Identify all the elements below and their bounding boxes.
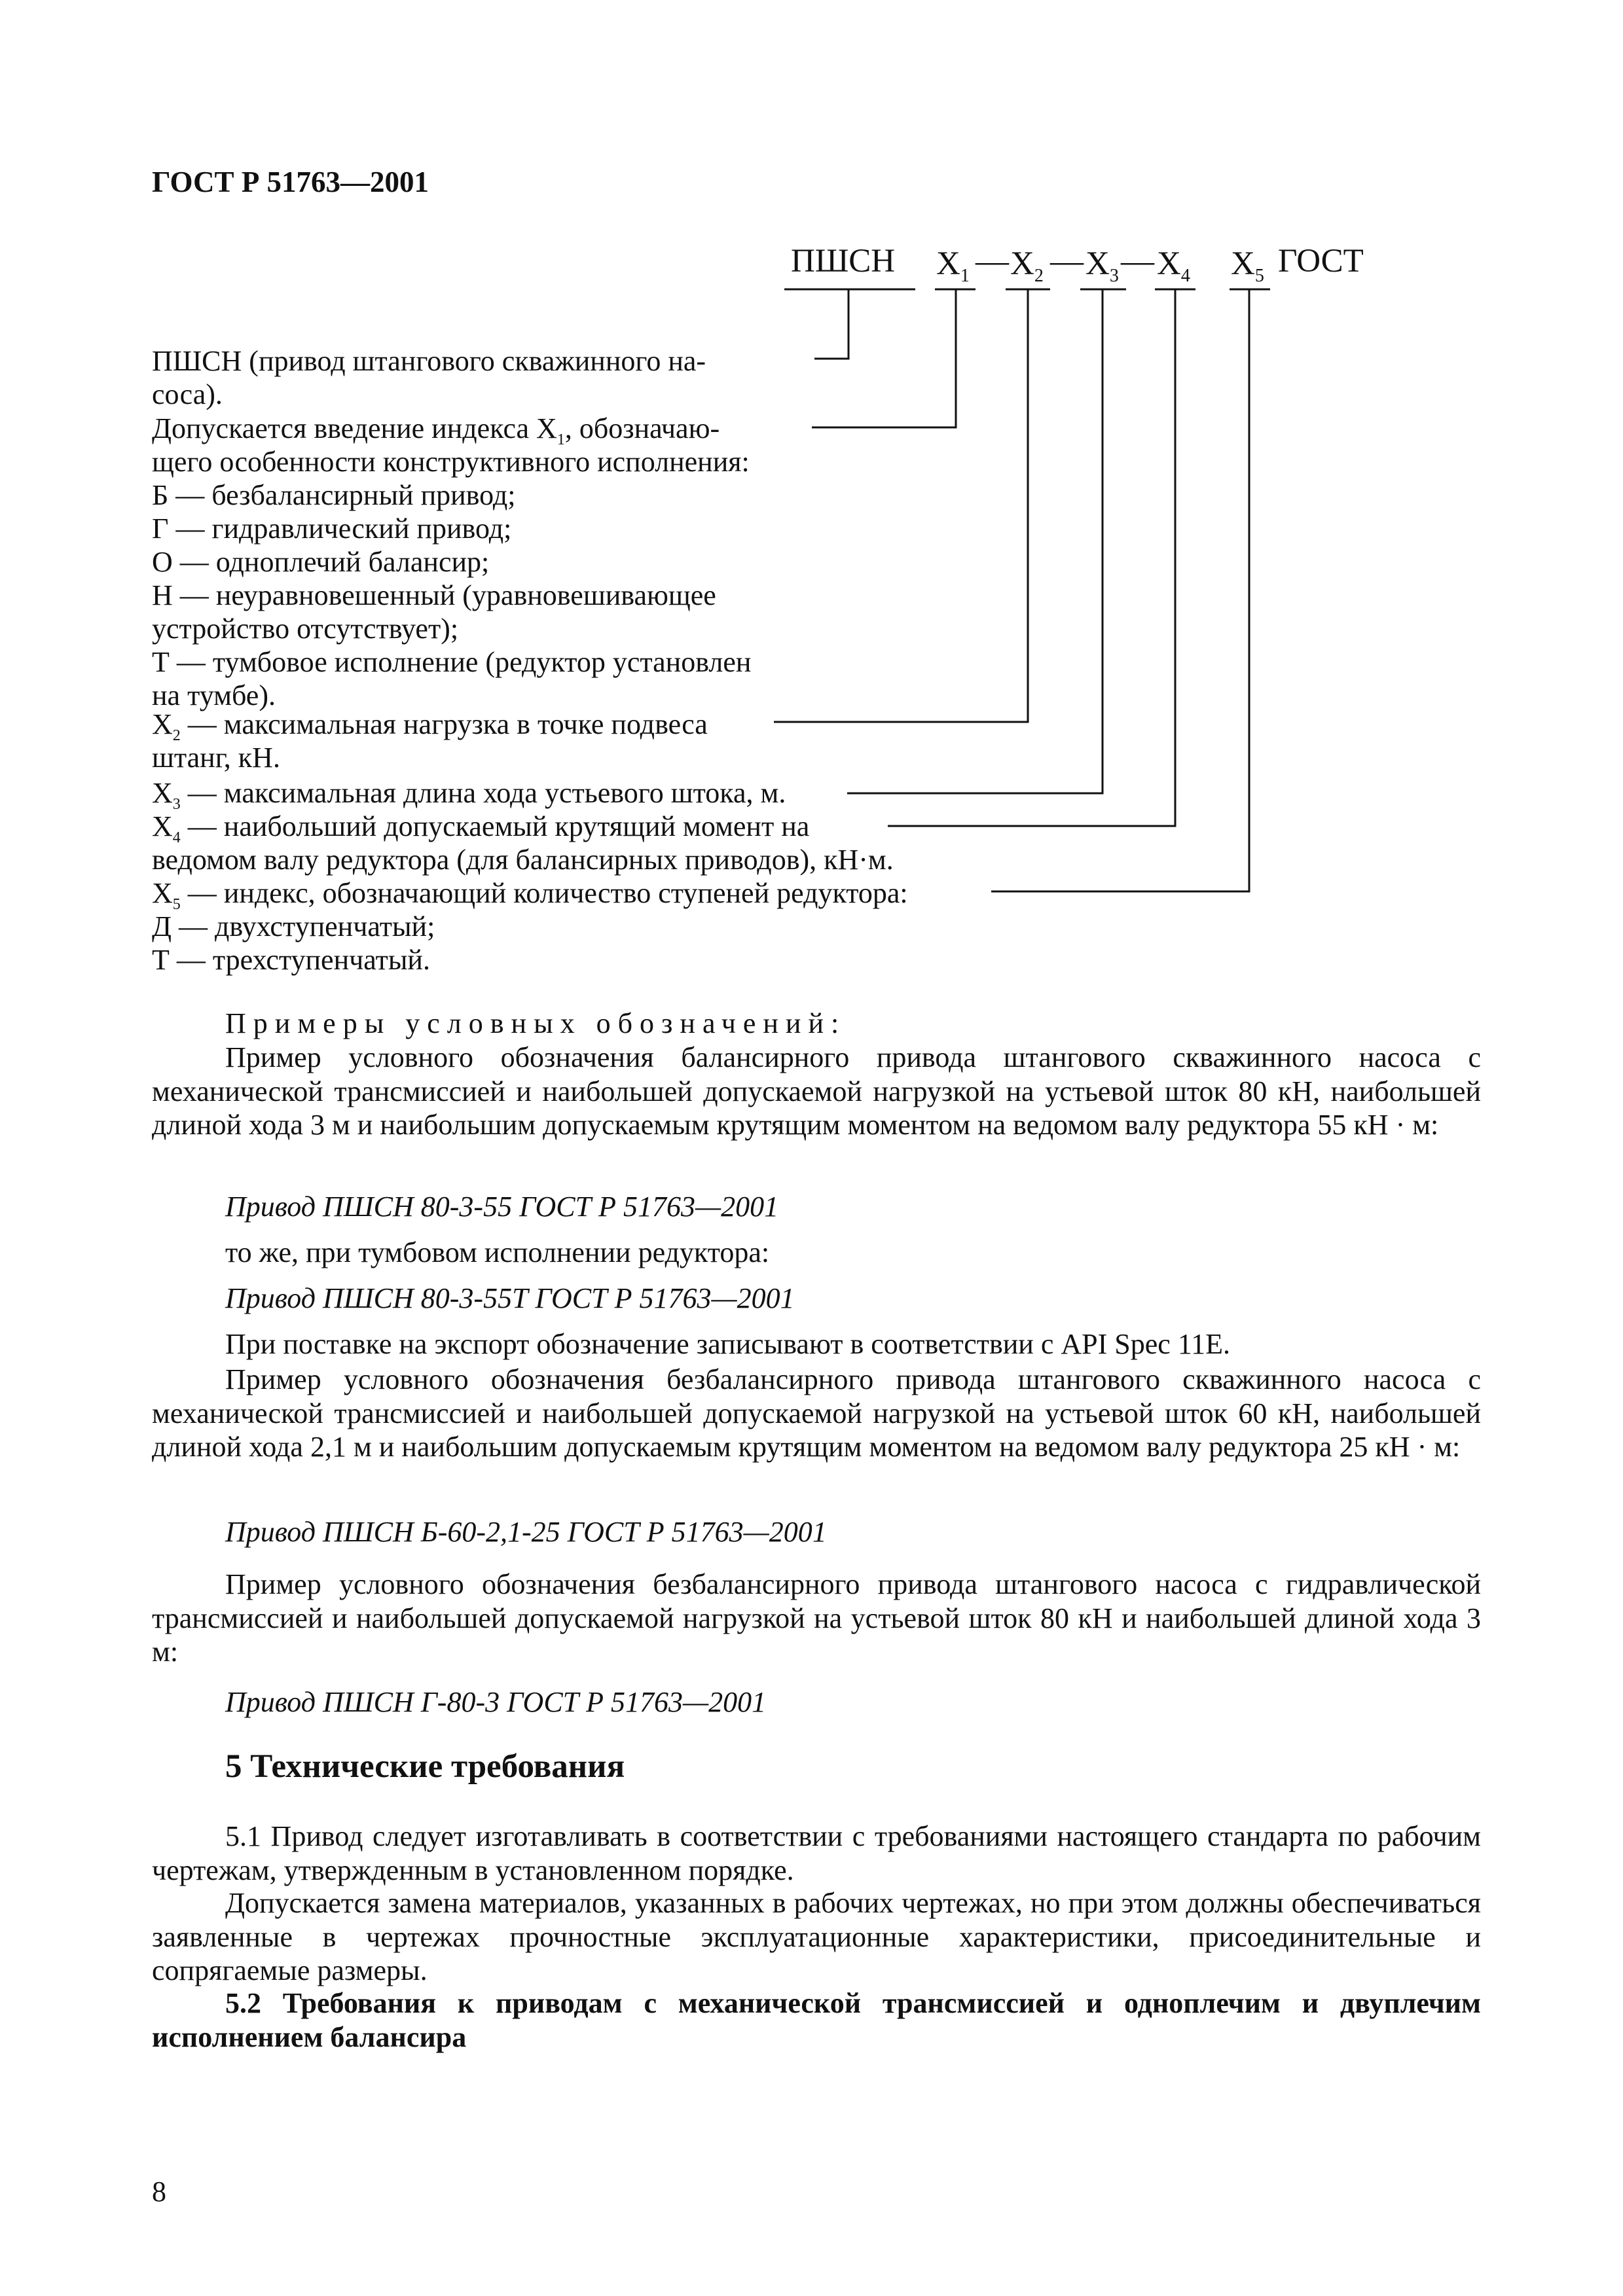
section-paragraph: Допускается замена материалов, указанных в рабочих чертежах, но при этом должны обеспечиваться заявленные в чертежах прочностные эксплуатационные характеристики, присоединительные и сопрягаемые размеры. bbox=[152, 1887, 1481, 1986]
example-paragraph: При поставке на экспорт обозначение записывают в соответствии с API Spec 11E. bbox=[225, 1328, 1231, 1360]
code-dash-1: — bbox=[976, 243, 1009, 279]
legend-line: соса). bbox=[152, 378, 223, 410]
example-paragraph: Пример условного обозначения балансирного привода штангового скважинного насоса с механической трансмиссией и наибольшей допускаемой нагрузкой на устьевой шток 80 кН, наибольшей длиной хода 3 м и наибольшим допускаемым крутящим моментом на ведомом валу редуктора 55 кН · м: bbox=[152, 1041, 1481, 1141]
legend-line: ведомом валу редуктора (для балансирных приводов), кН·м. bbox=[152, 844, 894, 876]
example-designation: Привод ПШСН Г-80-3 ГОСТ Р 51763—2001 bbox=[225, 1686, 767, 1718]
document-header: ГОСТ Р 51763—2001 bbox=[152, 166, 429, 198]
legend-line: $X_2$ — максимальная нагрузка в точке подвеса bbox=[152, 708, 708, 744]
legend-line: штанг, кН. bbox=[152, 742, 280, 774]
code-x2: $X_2$ bbox=[1010, 245, 1044, 287]
legend-line: $X_3$ — максимальная длина хода устьевого штока, м. bbox=[152, 777, 786, 813]
section-paragraph: 5.1 Привод следует изготавливать в соответствии с требованиями настоящего стандарта по рабочим чертежам, утвержденным в установленном порядке. bbox=[152, 1820, 1481, 1886]
code-x1: $X_1$ bbox=[936, 245, 970, 287]
examples-heading: Примеры условных обозначений: bbox=[225, 1007, 847, 1039]
legend-line: Б — безбалансирный привод; bbox=[152, 479, 516, 511]
example-paragraph: то же, при тумбовом исполнении редуктора: bbox=[225, 1236, 770, 1268]
legend-line: О — одноплечий балансир; bbox=[152, 546, 490, 578]
code-x4: $X_4$ bbox=[1157, 245, 1190, 287]
legend-line: $X_4$ — наибольший допускаемый крутящий момент на bbox=[152, 810, 810, 846]
legend-line: $X_5$ — индекс, обозначающий количество ступеней редуктора: bbox=[152, 877, 908, 913]
legend-line: Т — трехступенчатый. bbox=[152, 944, 430, 976]
legend-line: Допускается введение индекса $X_1$, обозначаю- bbox=[152, 412, 720, 448]
subsection-title: 5.2 Требования к приводам с механической трансмиссией и одноплечим и двуплечим исполнением балансира bbox=[152, 1987, 1481, 2053]
code-suffix: ГОСТ bbox=[1278, 243, 1364, 279]
legend-line: на тумбе). bbox=[152, 679, 276, 711]
code-x3: $X_3$ bbox=[1085, 245, 1119, 287]
example-designation: Привод ПШСН 80-3-55Т ГОСТ Р 51763—2001 bbox=[225, 1282, 795, 1314]
example-paragraph: Пример условного обозначения безбалансирного привода штангового скважинного насоса с механической трансмиссией и наибольшей допускаемой нагрузкой на устьевой шток 60 кН, наибольшей длиной хода 2,1 м и наибольшим допускаемым крутящим моментом на ведомом валу редуктора 25 кН · м: bbox=[152, 1363, 1481, 1463]
section-title: 5 Технические требования bbox=[225, 1748, 625, 1785]
legend-line: ПШСН (привод штангового скважинного на- bbox=[152, 345, 706, 377]
code-dash-2: — bbox=[1050, 243, 1084, 279]
example-paragraph: Пример условного обозначения безбалансирного привода штангового насоса с гидравлической трансмиссией и наибольшей допускаемой нагрузкой на устьевой шток 80 кН и наибольшей длиной хода 3 м: bbox=[152, 1568, 1481, 1668]
code-prefix: ПШСН bbox=[791, 243, 896, 279]
legend-line: Т — тумбовое исполнение (редуктор установлен bbox=[152, 646, 752, 678]
legend-line: Д — двухступенчатый; bbox=[152, 910, 435, 942]
example-designation: Привод ПШСН Б-60-2,1-25 ГОСТ Р 51763—2001 bbox=[225, 1516, 827, 1548]
code-dash-3: — bbox=[1121, 243, 1154, 279]
example-designation: Привод ПШСН 80-3-55 ГОСТ Р 51763—2001 bbox=[225, 1191, 779, 1223]
designation-scheme bbox=[0, 0, 1623, 982]
code-x5: $X_5$ bbox=[1231, 245, 1264, 287]
legend-line: Г — гидравлический привод; bbox=[152, 512, 512, 545]
legend-line: устройство отсутствует); bbox=[152, 613, 459, 645]
legend-line: щего особенности конструктивного исполнения: bbox=[152, 446, 750, 478]
legend-line: Н — неуравновешенный (уравновешивающее bbox=[152, 579, 716, 611]
page-number: 8 bbox=[152, 2176, 166, 2208]
